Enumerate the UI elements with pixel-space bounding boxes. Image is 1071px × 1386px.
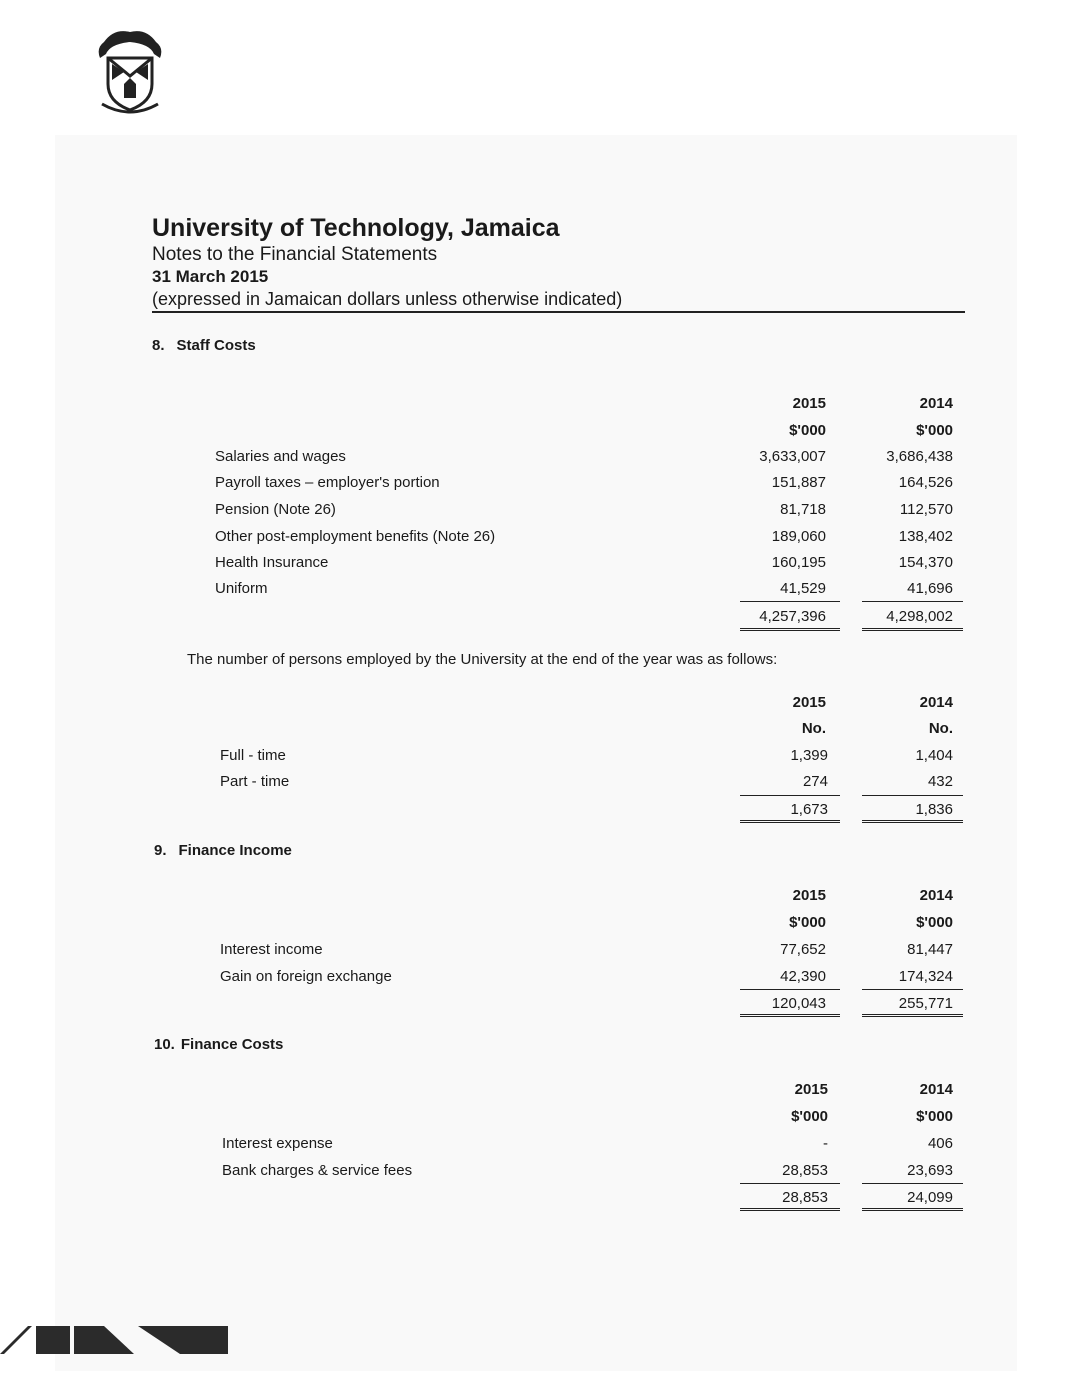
subtotal-rule	[740, 601, 840, 602]
subtotal-rule	[862, 601, 963, 602]
document-subtitle: Notes to the Financial Statements	[152, 244, 438, 265]
subtotal-rule	[740, 795, 840, 796]
total-double-rule	[740, 1014, 840, 1017]
subtotal-rule	[862, 795, 963, 796]
document-date: 31 March 2015	[152, 267, 269, 286]
subtotal-rule	[862, 1183, 963, 1184]
subtotal-rule	[740, 1183, 840, 1184]
total-double-rule	[862, 820, 963, 823]
document-title: University of Technology, Jamaica	[152, 214, 560, 242]
subtotal-rule	[862, 989, 963, 990]
header-rule	[152, 311, 965, 313]
section-title-staff-costs: 8. Staff Costs	[152, 337, 256, 354]
total-double-rule	[862, 628, 963, 631]
total-double-rule	[740, 628, 840, 631]
total-double-rule	[862, 1208, 963, 1211]
currency-note: (expressed in Jamaican dollars unless otherwise indicated)	[152, 289, 623, 309]
total-double-rule	[862, 1014, 963, 1017]
section-title-finance-income: 9. Finance Income	[154, 842, 292, 859]
university-crest-icon	[94, 24, 166, 116]
employees-intro: The number of persons employed by the University at the end of the year was as follows:	[187, 651, 778, 668]
footer-stripes-icon	[0, 1326, 230, 1354]
total-double-rule	[740, 1208, 840, 1211]
subtotal-rule	[740, 989, 840, 990]
section-title-finance-costs: 10. Finance Costs	[154, 1036, 284, 1053]
document-header	[152, 212, 622, 310]
total-double-rule	[740, 820, 840, 823]
